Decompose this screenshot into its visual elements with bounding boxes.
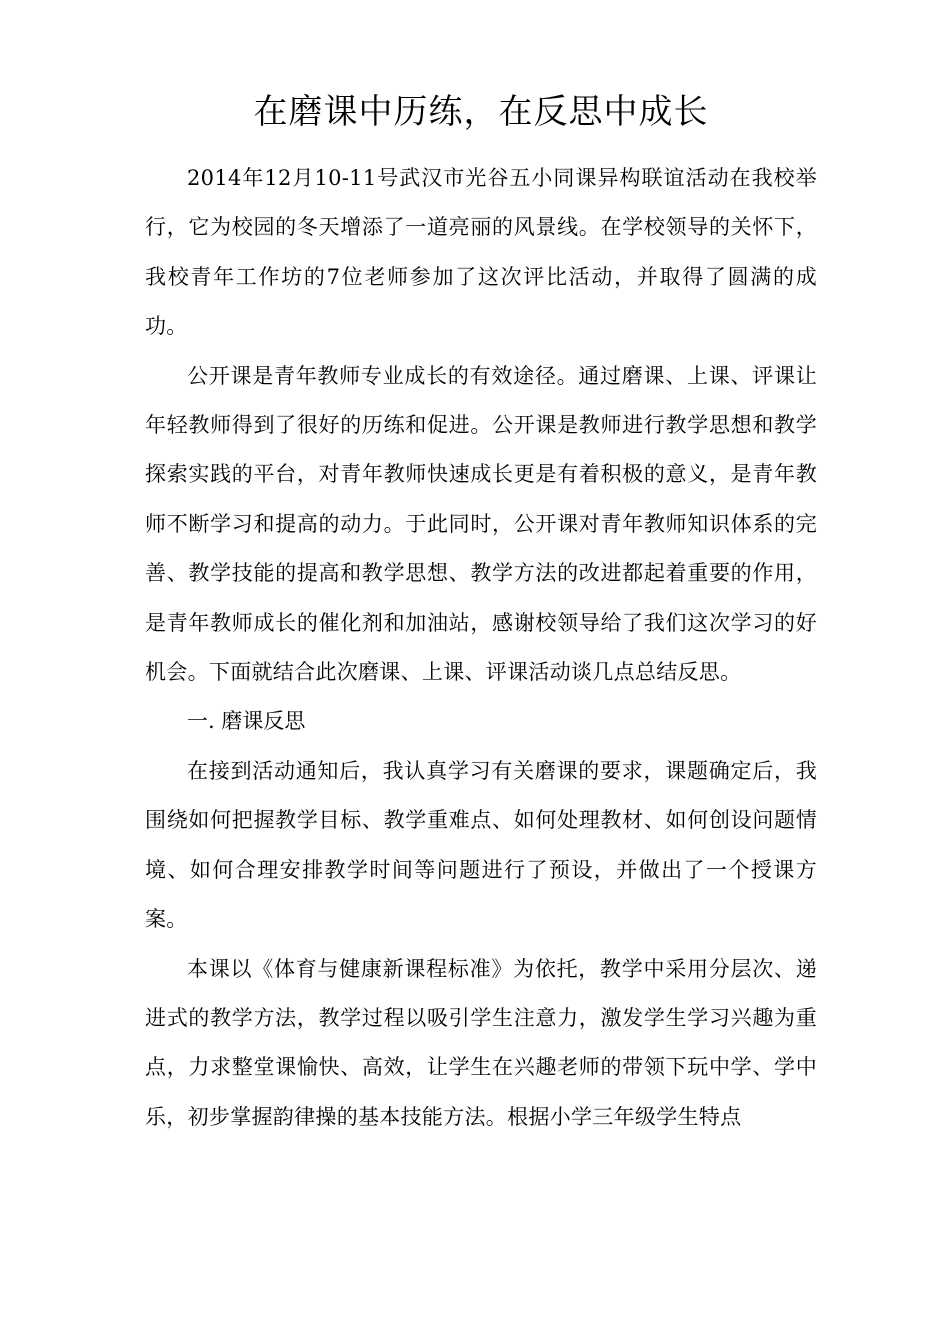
document-page (145, 88, 817, 1142)
paragraph-lesson-plan: 本课以《体育与健康新课程标准》为依托，教学中采用分层次、递进式的教学方法，教学过程以吸引学生注意力，激发学生学习兴趣为重点，力求整堂课愉快、高效，让学生在兴趣老师的带领下玩中学、学中乐，初步掌握韵律操的基本技能方法。根据小学三年级学生特点 (145, 956, 817, 1129)
document-body (145, 154, 817, 1142)
paragraph-open-class: 公开课是青年教师专业成长的有效途径。通过磨课、上课、评课让年轻教师得到了很好的历练和促进。公开课是教师进行教学思想和教学探索实践的平台，对青年教师快速成长更是有着积极的意义，是青年教师不断学习和提高的动力。于此同时，公开课对青年教师知识体系的完善、教学技能的提高和教学思想、教学方法的改进都起着重要的作用，是青年教师成长的催化剂和加油站，感谢校领导给了我们这次学习的好机会。下面就结合此次磨课、上课、评课活动谈几点总结反思。 (145, 363, 817, 685)
paragraph-intro: 2014年12月10-11号武汉市光谷五小同课异构联谊活动在我校举行，它为校园的冬天增添了一道亮丽的风景线。在学校领导的关怀下，我校青年工作坊的7位老师参加了这次评比活动，并取得了圆满的成功。 (145, 166, 817, 339)
section-heading: 一. 磨课反思 (187, 709, 306, 734)
paragraph-preparation: 在接到活动通知后，我认真学习有关磨课的要求，课题确定后，我围绕如何把握教学目标、教学重难点、如何处理教材、如何创设问题情境、如何合理安排教学时间等问题进行了预设，并做出了一个授课方案。 (145, 758, 817, 932)
page-title: 在磨课中历练，在反思中成长 (253, 92, 709, 132)
